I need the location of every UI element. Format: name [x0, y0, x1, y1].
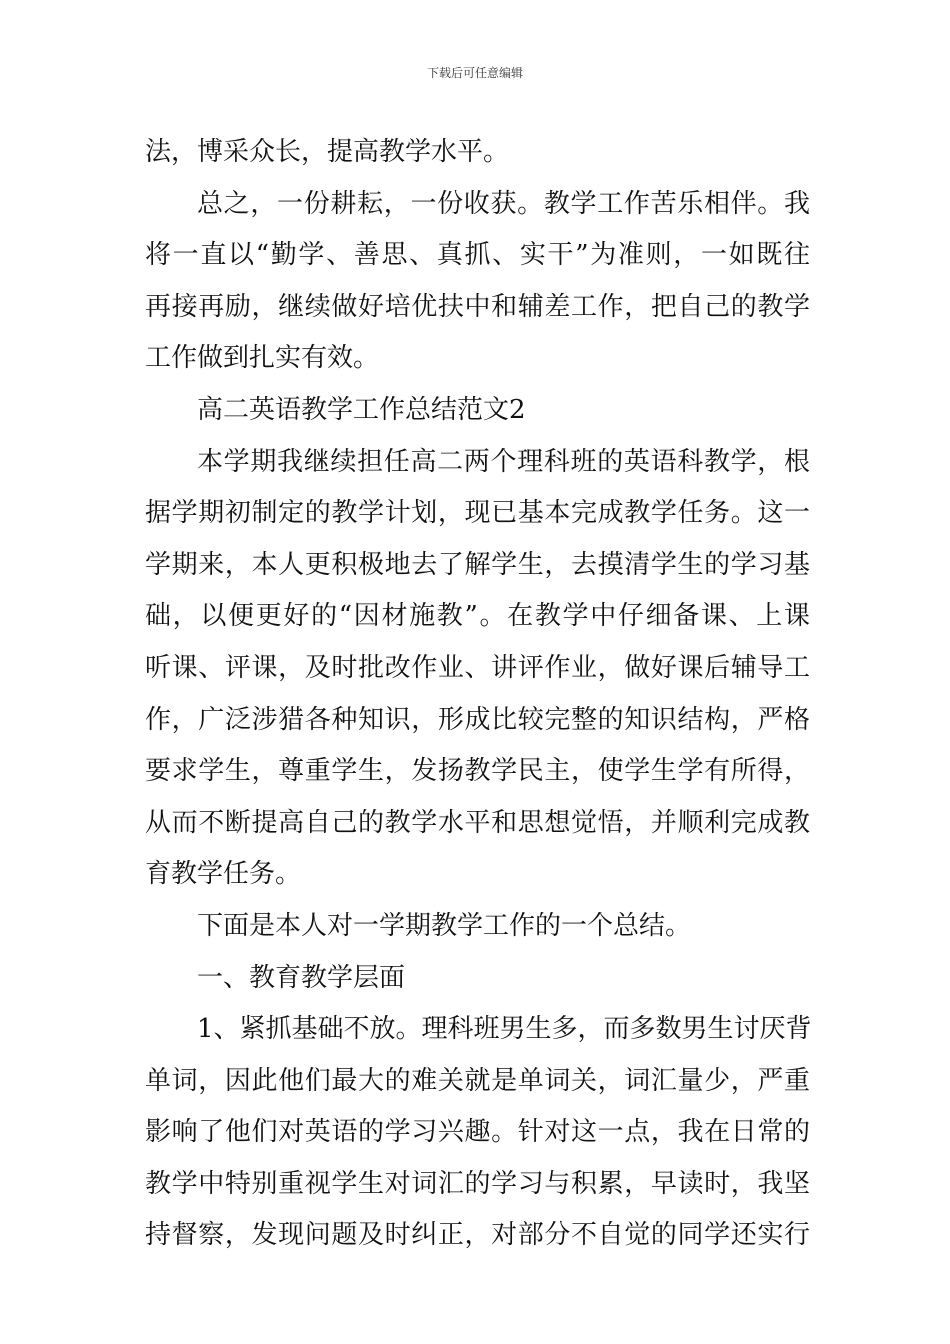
paragraph-line: 本学期我继续担任高二两个理科班的英语科教学，根	[197, 446, 810, 477]
paragraph-line: 总之，一份耕耘，一份收获。教学工作苦乐相伴。我	[197, 188, 810, 219]
paragraph-line: 从而不断提高自己的教学水平和思想觉悟，并顺利完成教	[145, 807, 810, 838]
paragraph-line: 将一直以“勤学、善思、真抓、实干”为准则，一如既往	[145, 240, 810, 271]
paragraph-line: 下面是本人对一学期教学工作的一个总结。	[197, 910, 692, 941]
paragraph-line: 要求学生，尊重学生，发扬教学民主，使学生学有所得，	[145, 756, 810, 787]
page-header-note: 下载后可任意编辑	[426, 66, 523, 80]
section-heading: 一、教育教学层面	[197, 962, 406, 993]
paragraph-line: 单词，因此他们最大的难关就是单词关，词汇量少，严重	[145, 1065, 810, 1096]
paragraph-line: 教学中特别重视学生对词汇的学习与积累，早读时，我坚	[145, 1168, 810, 1199]
paragraph-line: 作，广泛涉猎各种知识，形成比较完整的知识结构，严格	[145, 704, 810, 735]
paragraph-line: 再接再励，继续做好培优扶中和辅差工作，把自己的教学	[145, 291, 810, 322]
paragraph-line: 法，博采众长，提高教学水平。	[145, 137, 510, 167]
paragraph-line: 工作做到扎实有效。	[145, 343, 380, 374]
paragraph-line: 学期来，本人更积极地去了解学生，去摸清学生的学习基	[145, 549, 810, 580]
paragraph-line: 持督察，发现问题及时纠正，对部分不自觉的同学还实行	[145, 1220, 810, 1251]
paragraph-line: 1、紧抓基础不放。理科班男生多，而多数男生讨厌背	[197, 1014, 812, 1045]
section-title: 高二英语教学工作总结范文2	[197, 394, 526, 425]
paragraph-line: 影响了他们对英语的学习兴趣。针对这一点，我在日常的	[145, 1117, 810, 1148]
paragraph-line: 础，以便更好的“因材施教”。在教学中仔细备课、上课	[145, 601, 810, 632]
paragraph-line: 育教学任务。	[145, 859, 302, 890]
paragraph-line: 听课、评课，及时批改作业、讲评作业，做好课后辅导工	[145, 652, 810, 683]
document-body	[145, 127, 810, 1262]
paragraph-line: 据学期初制定的教学计划，现已基本完成教学任务。这一	[145, 498, 810, 529]
